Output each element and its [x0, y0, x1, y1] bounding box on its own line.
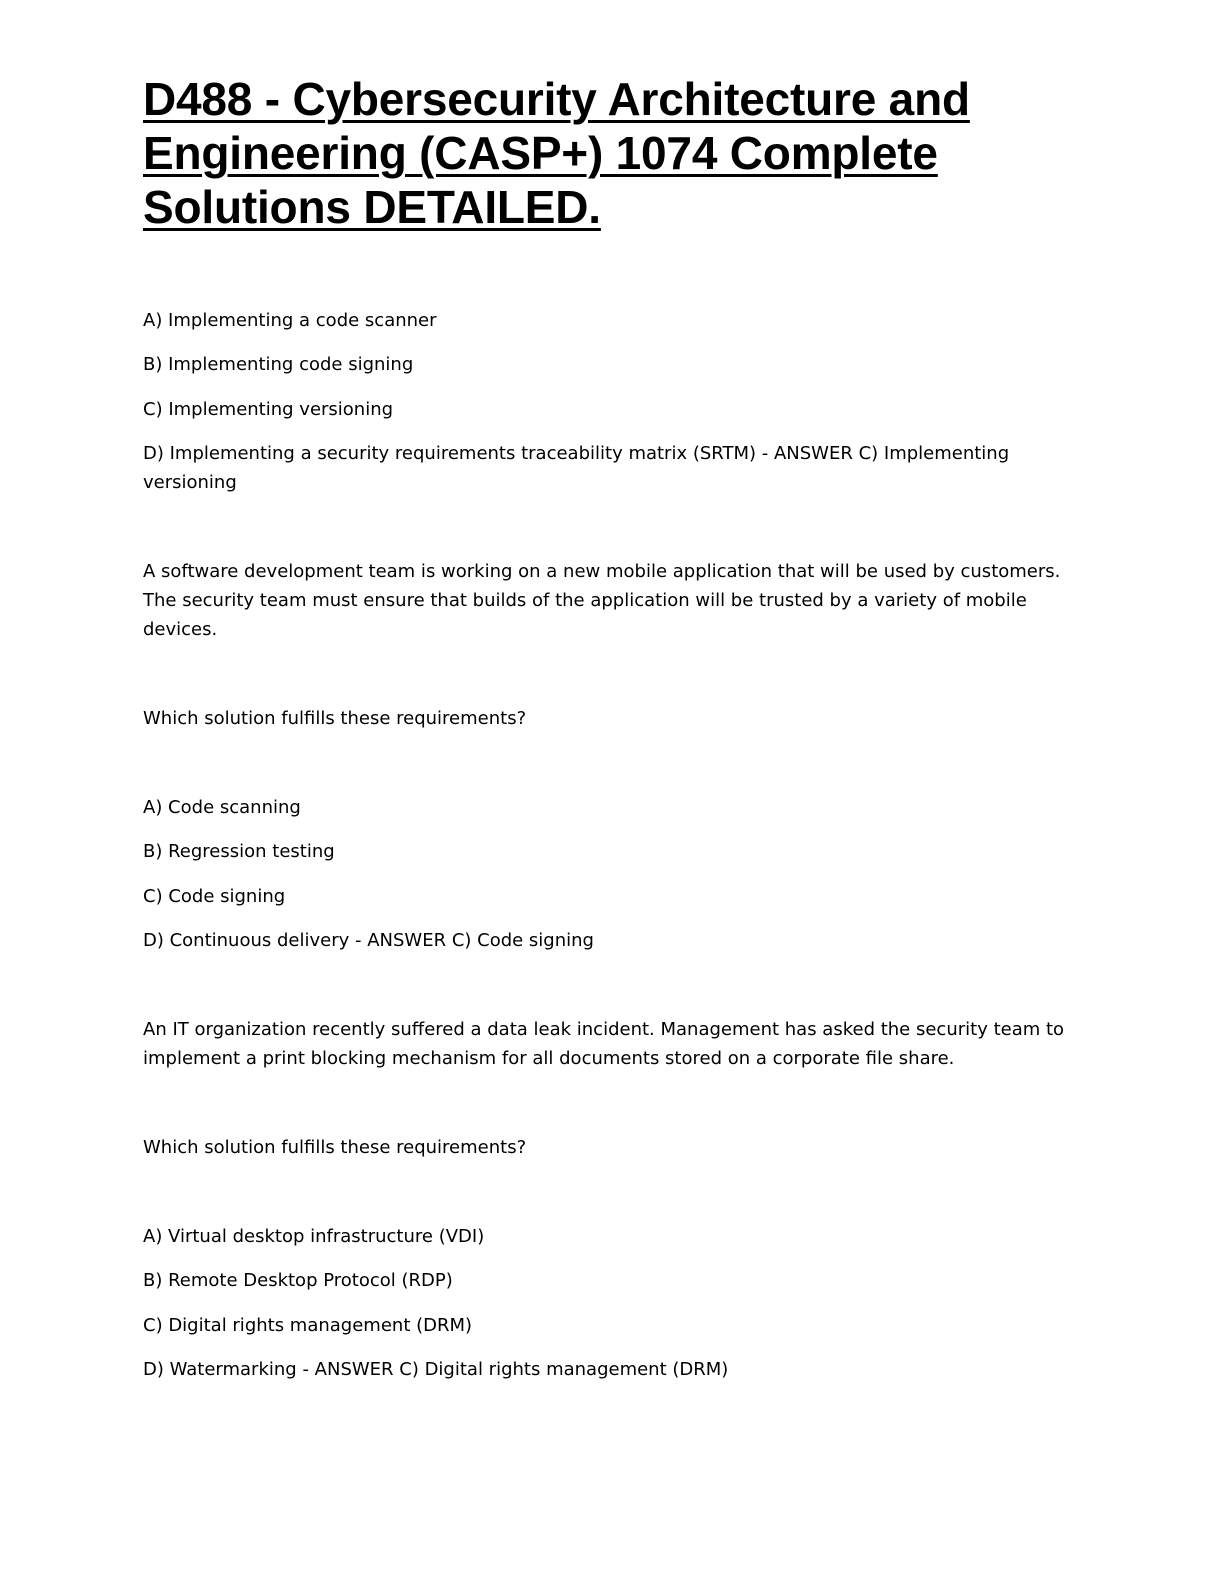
q1-option-b: B) Implementing code signing — [143, 354, 414, 375]
q3-option-d-answer: D) Watermarking - ANSWER C) Digital rights management (DRM) — [143, 1359, 729, 1380]
document-title: D488 - Cybersecurity Architecture and Engineering (CASP+) 1074 Complete Solutions DETAILED. — [143, 73, 970, 233]
q2-option-c: C) Code signing — [143, 886, 286, 907]
q1-option-d-answer: D) Implementing a security requirements traceability matrix (SRTM) - ANSWER C) Implementing versioning — [143, 443, 1010, 493]
q1-option-a: A) Implementing a code scanner — [143, 310, 437, 331]
q3-scenario: An IT organization recently suffered a data leak incident. Management has asked the security team to implement a print blocking mechanism for all documents stored on a corporate file share. — [143, 1019, 1065, 1069]
q3-option-c: C) Digital rights management (DRM) — [143, 1315, 473, 1336]
q2-option-a: A) Code scanning — [143, 797, 301, 818]
q2-question: Which solution fulfills these requirements? — [143, 708, 527, 729]
q3-option-a: A) Virtual desktop infrastructure (VDI) — [143, 1226, 485, 1247]
q2-option-d-answer: D) Continuous delivery - ANSWER C) Code signing — [143, 930, 594, 951]
q2-scenario: A software development team is working on a new mobile application that will be used by customers. The security team must ensure that builds of the application will be trusted by a variety of mobile devices. — [143, 561, 1061, 640]
q2-option-b: B) Regression testing — [143, 841, 335, 862]
q3-option-b: B) Remote Desktop Protocol (RDP) — [143, 1270, 453, 1291]
q1-option-c: C) Implementing versioning — [143, 399, 394, 420]
q3-question: Which solution fulfills these requirements? — [143, 1137, 527, 1158]
